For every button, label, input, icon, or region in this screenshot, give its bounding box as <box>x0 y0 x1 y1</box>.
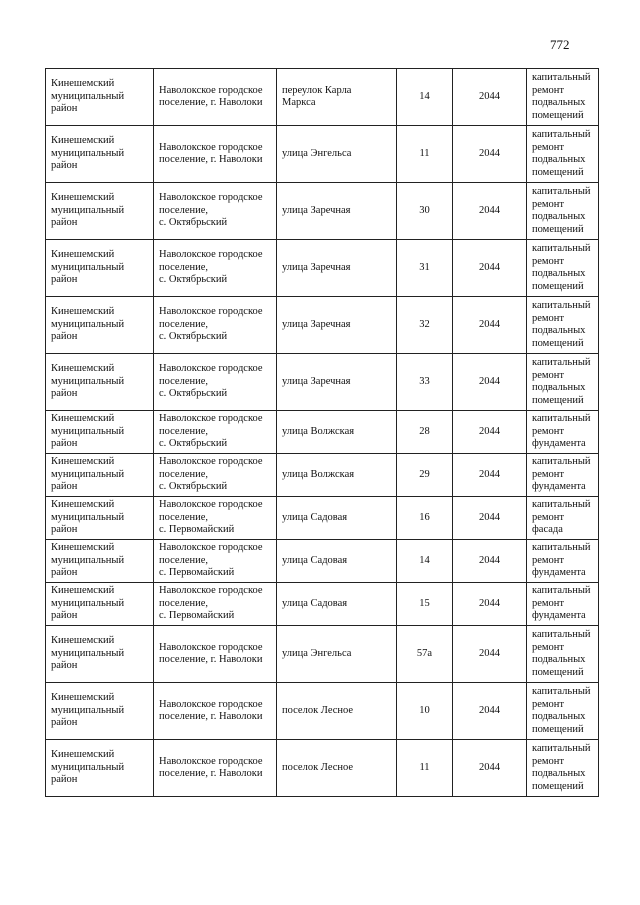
house-number-cell: 28 <box>397 411 453 454</box>
house-number-cell: 33 <box>397 354 453 411</box>
table-row <box>46 740 599 797</box>
work-type-cell: капитальный ремонт подвальных помещений <box>527 69 599 126</box>
settlement-cell: Наволокское городское поселение, г. Наволоки <box>154 126 277 183</box>
year-cell: 2044 <box>453 411 527 454</box>
table-row <box>46 497 599 540</box>
street-cell: улица Заречная <box>277 297 397 354</box>
house-number-cell: 10 <box>397 683 453 740</box>
house-number-cell: 32 <box>397 297 453 354</box>
table-row <box>46 411 599 454</box>
district-cell: Кинешемский муниципальный район <box>46 240 154 297</box>
street-cell: переулок Карла Маркса <box>277 69 397 126</box>
street-cell: улица Заречная <box>277 183 397 240</box>
district-cell: Кинешемский муниципальный район <box>46 583 154 626</box>
street-cell: улица Заречная <box>277 354 397 411</box>
settlement-cell: Наволокское городское поселение, с. Октябрьский <box>154 454 277 497</box>
year-cell: 2044 <box>453 354 527 411</box>
table-row <box>46 240 599 297</box>
settlement-cell: Наволокское городское поселение, с. Октябрьский <box>154 183 277 240</box>
work-type-cell: капитальный ремонт фундамента <box>527 411 599 454</box>
street-cell: улица Садовая <box>277 583 397 626</box>
district-cell: Кинешемский муниципальный район <box>46 683 154 740</box>
settlement-cell: Наволокское городское поселение, с. Первомайский <box>154 540 277 583</box>
settlement-cell: Наволокское городское поселение, г. Наволоки <box>154 740 277 797</box>
table-row <box>46 583 599 626</box>
house-number-cell: 31 <box>397 240 453 297</box>
street-cell: поселок Лесное <box>277 740 397 797</box>
year-cell: 2044 <box>453 297 527 354</box>
house-number-cell: 30 <box>397 183 453 240</box>
table-row <box>46 626 599 683</box>
work-type-cell: капитальный ремонт подвальных помещений <box>527 297 599 354</box>
settlement-cell: Наволокское городское поселение, с. Первомайский <box>154 583 277 626</box>
settlement-cell: Наволокское городское поселение, с. Первомайский <box>154 497 277 540</box>
house-number-cell: 14 <box>397 69 453 126</box>
street-cell: улица Волжская <box>277 454 397 497</box>
table-row <box>46 183 599 240</box>
street-cell: поселок Лесное <box>277 683 397 740</box>
work-type-cell: капитальный ремонт фундамента <box>527 454 599 497</box>
work-type-cell: капитальный ремонт подвальных помещений <box>527 126 599 183</box>
year-cell: 2044 <box>453 683 527 740</box>
work-type-cell: капитальный ремонт подвальных помещений <box>527 740 599 797</box>
year-cell: 2044 <box>453 183 527 240</box>
settlement-cell: Наволокское городское поселение, с. Октябрьский <box>154 240 277 297</box>
settlement-cell: Наволокское городское поселение, г. Наволоки <box>154 626 277 683</box>
district-cell: Кинешемский муниципальный район <box>46 626 154 683</box>
district-cell: Кинешемский муниципальный район <box>46 126 154 183</box>
work-type-cell: капитальный ремонт подвальных помещений <box>527 626 599 683</box>
repair-registry-table <box>45 68 599 797</box>
year-cell: 2044 <box>453 126 527 183</box>
year-cell: 2044 <box>453 240 527 297</box>
settlement-cell: Наволокское городское поселение, с. Октябрьский <box>154 354 277 411</box>
work-type-cell: капитальный ремонт фундамента <box>527 583 599 626</box>
district-cell: Кинешемский муниципальный район <box>46 454 154 497</box>
year-cell: 2044 <box>453 454 527 497</box>
street-cell: улица Садовая <box>277 497 397 540</box>
district-cell: Кинешемский муниципальный район <box>46 354 154 411</box>
year-cell: 2044 <box>453 497 527 540</box>
settlement-cell: Наволокское городское поселение, с. Октябрьский <box>154 297 277 354</box>
district-cell: Кинешемский муниципальный район <box>46 411 154 454</box>
settlement-cell: Наволокское городское поселение, с. Октябрьский <box>154 411 277 454</box>
house-number-cell: 11 <box>397 740 453 797</box>
district-cell: Кинешемский муниципальный район <box>46 69 154 126</box>
street-cell: улица Энгельса <box>277 126 397 183</box>
house-number-cell: 14 <box>397 540 453 583</box>
house-number-cell: 16 <box>397 497 453 540</box>
street-cell: улица Волжская <box>277 411 397 454</box>
table-row <box>46 126 599 183</box>
work-type-cell: капитальный ремонт фундамента <box>527 540 599 583</box>
house-number-cell: 11 <box>397 126 453 183</box>
work-type-cell: капитальный ремонт фасада <box>527 497 599 540</box>
district-cell: Кинешемский муниципальный район <box>46 497 154 540</box>
table-row <box>46 454 599 497</box>
district-cell: Кинешемский муниципальный район <box>46 297 154 354</box>
house-number-cell: 29 <box>397 454 453 497</box>
table-row <box>46 69 599 126</box>
work-type-cell: капитальный ремонт подвальных помещений <box>527 683 599 740</box>
street-cell: улица Энгельса <box>277 626 397 683</box>
work-type-cell: капитальный ремонт подвальных помещений <box>527 354 599 411</box>
settlement-cell: Наволокское городское поселение, г. Наволоки <box>154 683 277 740</box>
year-cell: 2044 <box>453 626 527 683</box>
table-row <box>46 540 599 583</box>
table-row <box>46 297 599 354</box>
street-cell: улица Садовая <box>277 540 397 583</box>
year-cell: 2044 <box>453 540 527 583</box>
table-row <box>46 354 599 411</box>
district-cell: Кинешемский муниципальный район <box>46 183 154 240</box>
work-type-cell: капитальный ремонт подвальных помещений <box>527 183 599 240</box>
settlement-cell: Наволокское городское поселение, г. Наволоки <box>154 69 277 126</box>
work-type-cell: капитальный ремонт подвальных помещений <box>527 240 599 297</box>
year-cell: 2044 <box>453 69 527 126</box>
house-number-cell: 15 <box>397 583 453 626</box>
district-cell: Кинешемский муниципальный район <box>46 740 154 797</box>
district-cell: Кинешемский муниципальный район <box>46 540 154 583</box>
year-cell: 2044 <box>453 740 527 797</box>
house-number-cell: 57а <box>397 626 453 683</box>
year-cell: 2044 <box>453 583 527 626</box>
table-row <box>46 683 599 740</box>
page-number: 772 <box>550 37 570 52</box>
street-cell: улица Заречная <box>277 240 397 297</box>
